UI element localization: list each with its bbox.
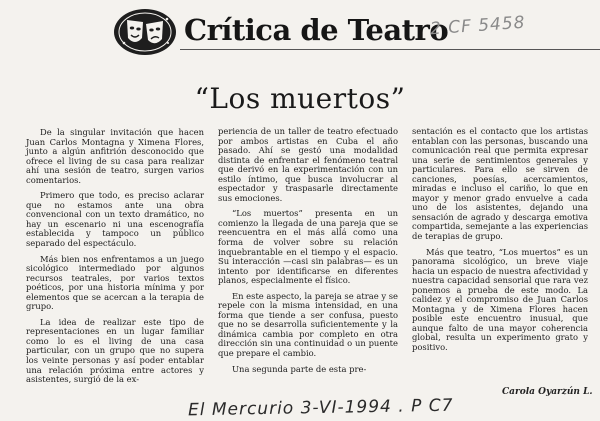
paragraph: La idea de realizar este tipo de representaciones en un lugar familiar como lo es el living de una casa particular, con un grupo que no supera los veinte personas y así poder entablar una relación próxima entre actores y asistentes, surgió de la ex- — [26, 316, 204, 385]
section-title: Crítica de Teatro — [184, 13, 449, 47]
handwritten-reference-code: 2 CF 5458 — [429, 12, 527, 40]
paragraph: sentación es el contacto que los artistas entablan con las personas, buscando una comunicación real que permita expresar una serie de sentimientos generales y particulares. Para ello se sirven de canciones, poesías, acercamientos, miradas e incluso el cariño, lo que en mayor y menor grado envuelve a cada uno de los asistentes, dejando una sensación de agrado y descarga emotiva compartida, semejante a las experiencias de terapias de grupo. — [412, 126, 588, 242]
header-rule — [180, 49, 600, 50]
paragraph: Una segunda parte de esta pre- — [232, 363, 367, 374]
article-column-3 — [412, 127, 588, 359]
article-column-1 — [26, 128, 204, 391]
author-byline: Carola Oyarzún L. — [502, 387, 593, 397]
paragraph: De la singular invitación que hacen Juan Carlos Montagna y Ximena Flores, junto a algún anfitrión desconocido que ofrece el living de su casa para realizar ahí una sesión de teatro, surgen varios comentarios. — [26, 127, 204, 185]
paragraph: “Los muertos” presenta en un comienzo la llegada de una pareja que se reencuentra en el más allá como una forma de volver sobre su relación inquebrantable en el tiempo y el espacio. Su interacción —casi sin palabras— es un intento por identificarse en diferentes planos, especialmente el físico. — [218, 208, 398, 286]
paragraph: Primero que todo, es preciso aclarar que no estamos ante una obra convencional con un texto dramático, no hay un escenario ni una escenografía establecida y tampoco un público separado del espectáculo. — [26, 190, 204, 249]
theater-masks-logo-icon — [113, 8, 177, 56]
article-headline: “Los muertos” — [194, 82, 406, 115]
paragraph: Más que teatro, “Los muertos” es un panorama sicológico, un breve viaje hacia un espacio de nuestra afectividad y nuestra capacidad sensorial que rara vez ponemos a prueba de este modo. La calidez y el compromiso de Juan Carlos Montagna y de Ximena Flores hacen posible este encuentro inusual, que aunque falto de una mayor coherencia global, resulta un experimento grato y positivo. — [412, 246, 588, 353]
article-column-2 — [218, 127, 398, 380]
paragraph: En este aspecto, la pareja se atrae y se repele con la misma intensidad, en una forma que tiende a ser confusa, puesto que no se desarrolla suficientemente y la dinámica cambia por completo en otra dirección sin una continuidad o un puente que prepare el cambio. — [218, 290, 398, 359]
handwritten-source-note: El Mercurio 3-VI-1994 . P C7 — [187, 395, 454, 421]
paragraph: periencia de un taller de teatro efectuado por ambos artistas en Cuba el año pasado. Ahí se gestó una modalidad distinta de enfrentar el fenómeno teatral que derivó en la experimentación con un estilo íntimo, que busca involucrar al espectador y traspasarle directamente sus emociones. — [218, 126, 398, 203]
paragraph: Más bien nos enfrentamos a un juego sicológico intermediado por algunos recursos teatrales, por varios textos poéticos, por una historia mínima y por elementos que se acercan a la terapia de grupo. — [26, 253, 204, 312]
